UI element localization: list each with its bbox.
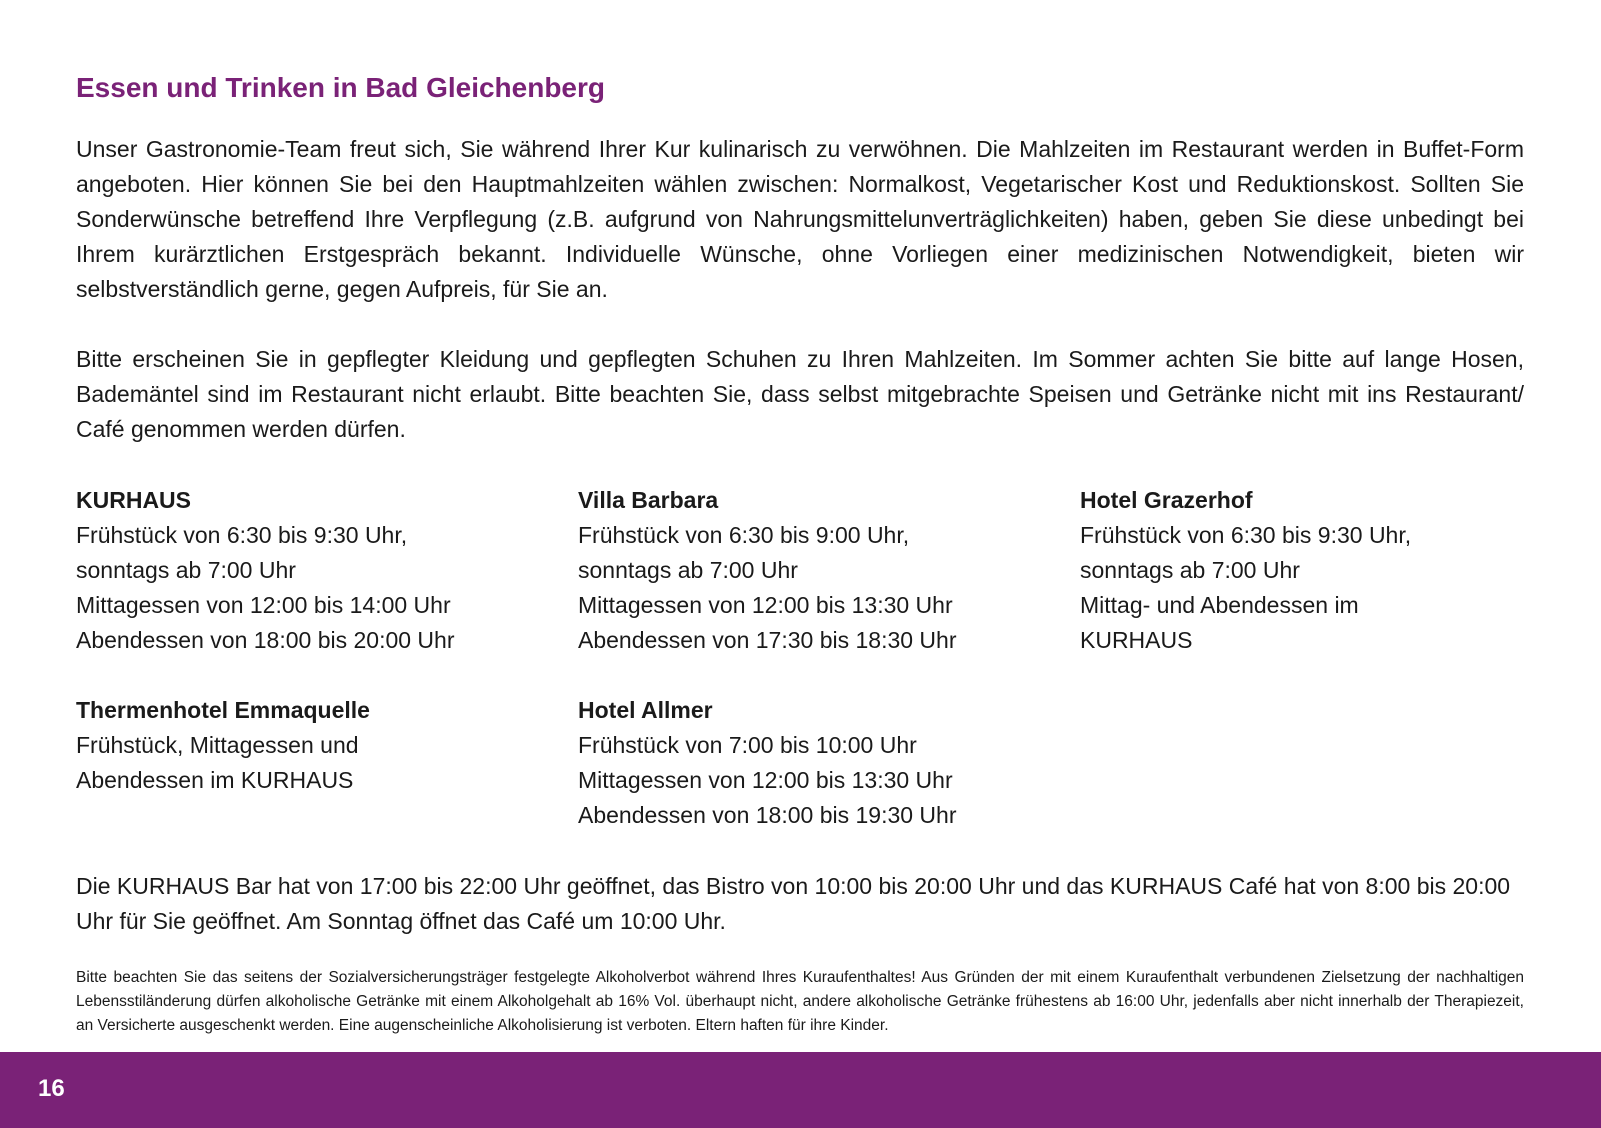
page-title: Essen und Trinken in Bad Gleichenberg <box>76 72 606 103</box>
venue-line: Frühstück, Mittagessen und <box>76 732 359 758</box>
venue-villa-barbara <box>578 483 1080 658</box>
venue-hotel-grazerhof <box>1080 483 1524 658</box>
venue-name: Hotel Grazerhof <box>1080 487 1253 513</box>
venue-line: Frühstück von 6:30 bis 9:30 Uhr, <box>1080 522 1412 548</box>
venue-line: sonntags ab 7:00 Uhr <box>578 557 798 583</box>
venue-line: Mittagessen von 12:00 bis 13:30 Uhr <box>578 767 953 793</box>
venue-line: sonntags ab 7:00 Uhr <box>1080 557 1300 583</box>
venue-line: Frühstück von 7:00 bis 10:00 Uhr <box>578 732 917 758</box>
venue-kurhaus <box>76 483 578 658</box>
venue-name: Hotel Allmer <box>578 697 713 723</box>
venue-name: Thermenhotel Emmaquelle <box>76 697 370 723</box>
opening-hours-note: Die KURHAUS Bar hat von 17:00 bis 22:00 Uhr geöffnet, das Bistro von 10:00 bis 20:00 Uhr und das KURHAUS Café hat von 8:00 bis 20:00 Uhr für Sie geöffnet. Am Sonntag öffnet das Café um 10:00 Uhr. <box>76 873 1511 934</box>
page-content <box>76 70 1524 1054</box>
venue-line: Frühstück von 6:30 bis 9:30 Uhr, <box>76 522 408 548</box>
venue-line: KURHAUS <box>1080 627 1193 653</box>
page-number: 16 <box>38 1075 65 1102</box>
venue-line: sonntags ab 7:00 Uhr <box>76 557 296 583</box>
venue-hotel-allmer <box>578 693 1080 833</box>
venue-line: Mittag- und Abendessen im <box>1080 592 1359 618</box>
venue-line: Abendessen von 18:00 bis 19:30 Uhr <box>578 802 957 828</box>
venue-name: KURHAUS <box>76 487 191 513</box>
venue-line: Abendessen von 18:00 bis 20:00 Uhr <box>76 627 455 653</box>
footer-bar <box>0 1052 1601 1128</box>
venue-line: Mittagessen von 12:00 bis 13:30 Uhr <box>578 592 953 618</box>
venue-line: Mittagessen von 12:00 bis 14:00 Uhr <box>76 592 451 618</box>
venue-line: Abendessen von 17:30 bis 18:30 Uhr <box>578 627 957 653</box>
venue-thermenhotel-emmaquelle <box>76 693 578 833</box>
venue-name: Villa Barbara <box>578 487 719 513</box>
venue-grid <box>76 483 1524 833</box>
dress-code-paragraph: Bitte erscheinen Sie in gepflegter Kleidung und gepflegten Schuhen zu Ihren Mahlzeiten. Im Sommer achten Sie bitte auf lange Hosen, Bademäntel sind im Restaurant nicht erlaubt. Bitte beachten Sie, dass selbst mitgebrachte Speisen und Getränke nicht mit ins Restaurant/ Café genommen werden dürfen. <box>76 346 1524 442</box>
intro-paragraph: Unser Gastronomie-Team freut sich, Sie während Ihrer Kur kulinarisch zu verwöhnen. Die Mahlzeiten im Restaurant werden in Buffet-Form angeboten. Hier können Sie bei den Hauptmahlzeiten wählen zwischen: Normalkost, Vegetarischer Kost und Reduktionskost. Sollten Sie Sonderwünsche betreffend Ihre Verpflegung (z.B. aufgrund von Nahrungsmittelunverträglichkeiten) haben, geben Sie diese unbedingt bei Ihrem kurärztlichen Erstgespräch bekannt. Individuelle Wünsche, ohne Vorliegen einer medizinischen Notwendigkeit, bieten wir selbstverständlich gerne, gegen Aufpreis, für Sie an. <box>76 136 1524 302</box>
venue-line: Frühstück von 6:30 bis 9:00 Uhr, <box>578 522 910 548</box>
venue-line: Abendessen im KURHAUS <box>76 767 354 793</box>
alcohol-notice: Bitte beachten Sie das seitens der Sozialversicherungsträger festgelegte Alkoholverbot während Ihres Kuraufenthaltes! Aus Gründen der mit einem Kuraufenthalt verbundenen Zielsetzung der nachhaltigen Lebensstiländerung dürfen alkoholische Getränke mit einem Alkoholgehalt ab 16% Vol. überhaupt nicht, andere alkoholische Getränke frühestens ab 16:00 Uhr, jedenfalls aber nicht innerhalb der Therapiezeit, an Versicherte ausgeschenkt werden. Eine augenscheinliche Alkoholisierung ist verboten. Eltern haften für ihre Kinder. <box>76 969 1524 1034</box>
